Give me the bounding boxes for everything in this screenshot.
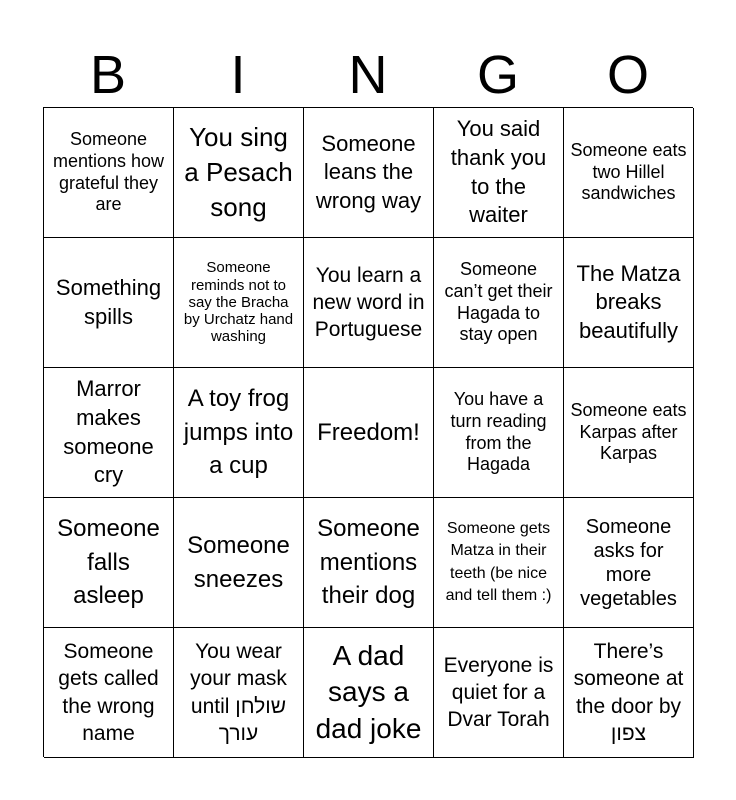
header-letter-n: N bbox=[348, 45, 388, 105]
bingo-cell[interactable] bbox=[434, 238, 564, 368]
bingo-cell[interactable] bbox=[434, 368, 564, 498]
cell-text: Someone gets called the wrong name bbox=[58, 639, 159, 745]
cell-text: Someone sneezes bbox=[187, 531, 290, 593]
cell-text: A toy frog jumps into a cup bbox=[183, 385, 294, 480]
cell-text: Someone leans the wrong way bbox=[315, 130, 422, 213]
cell-text: Someone eats Karpas after Karpas bbox=[570, 400, 687, 464]
bingo-cell[interactable] bbox=[564, 238, 694, 368]
cell-text: Someone asks for more vegetables bbox=[580, 515, 677, 610]
cell-text: Someone falls asleep bbox=[57, 515, 160, 610]
bingo-cell[interactable] bbox=[434, 498, 564, 628]
cell-text: Everyone is quiet for a Dvar Torah bbox=[443, 653, 554, 732]
bingo-cell[interactable] bbox=[174, 498, 304, 628]
header-letter-g: G bbox=[476, 45, 519, 105]
cell-text: Marror makes someone cry bbox=[63, 376, 154, 488]
cell-text: You learn a new word in Portuguese bbox=[312, 263, 425, 342]
bingo-cell[interactable] bbox=[44, 628, 174, 758]
bingo-cell[interactable] bbox=[174, 238, 304, 368]
cell-text: Someone gets Matza in their teeth (be nice and tell them :) bbox=[445, 519, 552, 604]
cell-text: Someone can’t get their Hagada to stay open bbox=[444, 259, 553, 345]
cell-text: You sing a Pesach song bbox=[184, 121, 293, 223]
cell-text: You wear your mask until שולחן עורך bbox=[190, 639, 287, 745]
bingo-cell[interactable] bbox=[44, 108, 174, 238]
bingo-cell[interactable] bbox=[44, 238, 174, 368]
cell-text: Someone reminds not to say the Bracha by Urchatz hand washing bbox=[183, 259, 294, 346]
bingo-cell[interactable] bbox=[304, 498, 434, 628]
bingo-cell[interactable] bbox=[44, 368, 174, 498]
bingo-cell[interactable] bbox=[304, 238, 434, 368]
cell-text: Freedom! bbox=[317, 418, 420, 446]
bingo-cell[interactable] bbox=[304, 628, 434, 758]
bingo-cell[interactable] bbox=[564, 498, 694, 628]
bingo-cell[interactable] bbox=[174, 628, 304, 758]
bingo-cell[interactable] bbox=[564, 108, 694, 238]
header-letter-o: O bbox=[606, 45, 649, 105]
bingo-cell[interactable] bbox=[434, 628, 564, 758]
cell-text: Someone mentions how grateful they are bbox=[52, 129, 165, 215]
cell-text: A dad says a dad joke bbox=[315, 639, 422, 744]
bingo-cell[interactable] bbox=[304, 108, 434, 238]
bingo-cell[interactable] bbox=[174, 368, 304, 498]
cell-text: You said thank you to the waiter bbox=[450, 116, 547, 228]
bingo-cell[interactable] bbox=[44, 498, 174, 628]
bingo-cell[interactable] bbox=[304, 368, 434, 498]
cell-text: There’s someone at the door by צפון bbox=[573, 639, 684, 745]
cell-text: The Matza breaks beautifully bbox=[576, 260, 681, 343]
header-letter-b: B bbox=[89, 45, 127, 105]
bingo-header bbox=[43, 44, 693, 106]
header-letter-i: I bbox=[230, 45, 246, 105]
bingo-grid bbox=[43, 107, 693, 757]
bingo-cell[interactable] bbox=[564, 368, 694, 498]
cell-text: You have a turn reading from the Hagada bbox=[450, 389, 547, 475]
cell-text: Something spills bbox=[55, 274, 162, 329]
bingo-cell[interactable] bbox=[434, 108, 564, 238]
bingo-cell[interactable] bbox=[564, 628, 694, 758]
cell-text: Someone eats two Hillel sandwiches bbox=[570, 140, 687, 204]
bingo-cell[interactable] bbox=[174, 108, 304, 238]
cell-text: Someone mentions their dog bbox=[317, 515, 420, 610]
